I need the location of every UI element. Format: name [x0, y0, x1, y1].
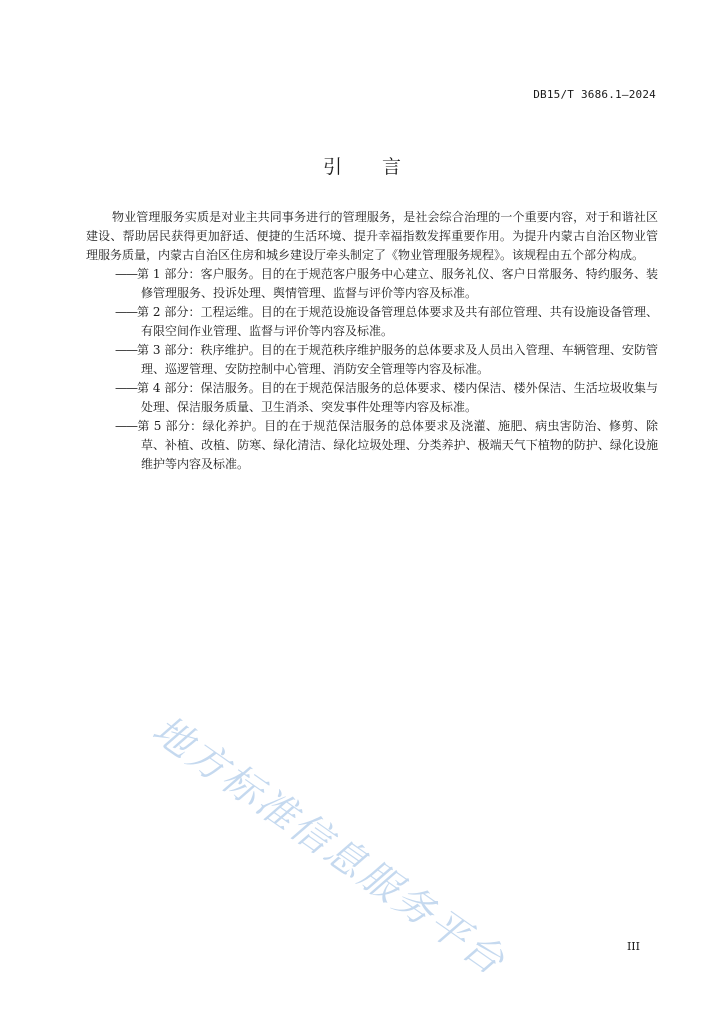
part-text: 第 1 部分：客户服务。目的在于规范客户服务中心建立、服务礼仪、客户日常服务、特约服务、装修管理服务、投诉处理、舆情管理、监督与评价等内容及标准。 — [137, 267, 658, 300]
part-item-2 — [86, 303, 658, 341]
part-dash: —— — [115, 305, 137, 319]
part-text: 第 5 部分：绿化养护。目的在于规范保洁服务的总体要求及浇灌、施肥、病虫害防治、修剪、除草、补植、改植、防寒、绿化清洁、绿化垃圾处理、分类养护、极端天气下植物的防护、绿化设施维护等内容及标准。 — [137, 419, 658, 471]
part-text: 第 3 部分：秩序维护。目的在于规范秩序维护服务的总体要求及人员出入管理、车辆管理、安防管理、巡逻管理、安防控制中心管理、消防安全管理等内容及标准。 — [137, 343, 658, 376]
intro-paragraph: 物业管理服务实质是对业主共同事务进行的管理服务，是社会综合治理的一个重要内容，对于和谐社区建设、帮助居民获得更加舒适、便捷的生活环境、提升幸福指数发挥重要作用。为提升内蒙古自治区物业管理服务质量，内蒙古自治区住房和城乡建设厅牵头制定了《物业管理服务规程》。该规程由五个部分构成。 — [86, 210, 658, 262]
part-item-3 — [86, 341, 658, 379]
part-text: 第 4 部分：保洁服务。目的在于规范保洁服务的总体要求、楼内保洁、楼外保洁、生活垃圾收集与处理、保洁服务质量、卫生消杀、突发事件处理等内容及标准。 — [137, 381, 658, 414]
part-dash: —— — [115, 267, 137, 281]
document-code: DB15/T 3686.1—2024 — [533, 88, 656, 101]
body-content — [86, 208, 658, 474]
part-dash: —— — [115, 419, 137, 433]
part-dash: —— — [115, 343, 137, 357]
part-item-1 — [86, 265, 658, 303]
page-number: III — [626, 940, 640, 953]
part-dash: —— — [115, 381, 137, 395]
part-item-4 — [86, 379, 658, 417]
watermark: 地方标准信息服务平台 — [144, 707, 514, 986]
part-item-5 — [86, 417, 658, 474]
part-text: 第 2 部分：工程运维。目的在于规范设施设备管理总体要求及共有部位管理、共有设施设备管理、有限空间作业管理、监督与评价等内容及标准。 — [137, 305, 658, 338]
page-title: 引言 — [322, 156, 441, 178]
